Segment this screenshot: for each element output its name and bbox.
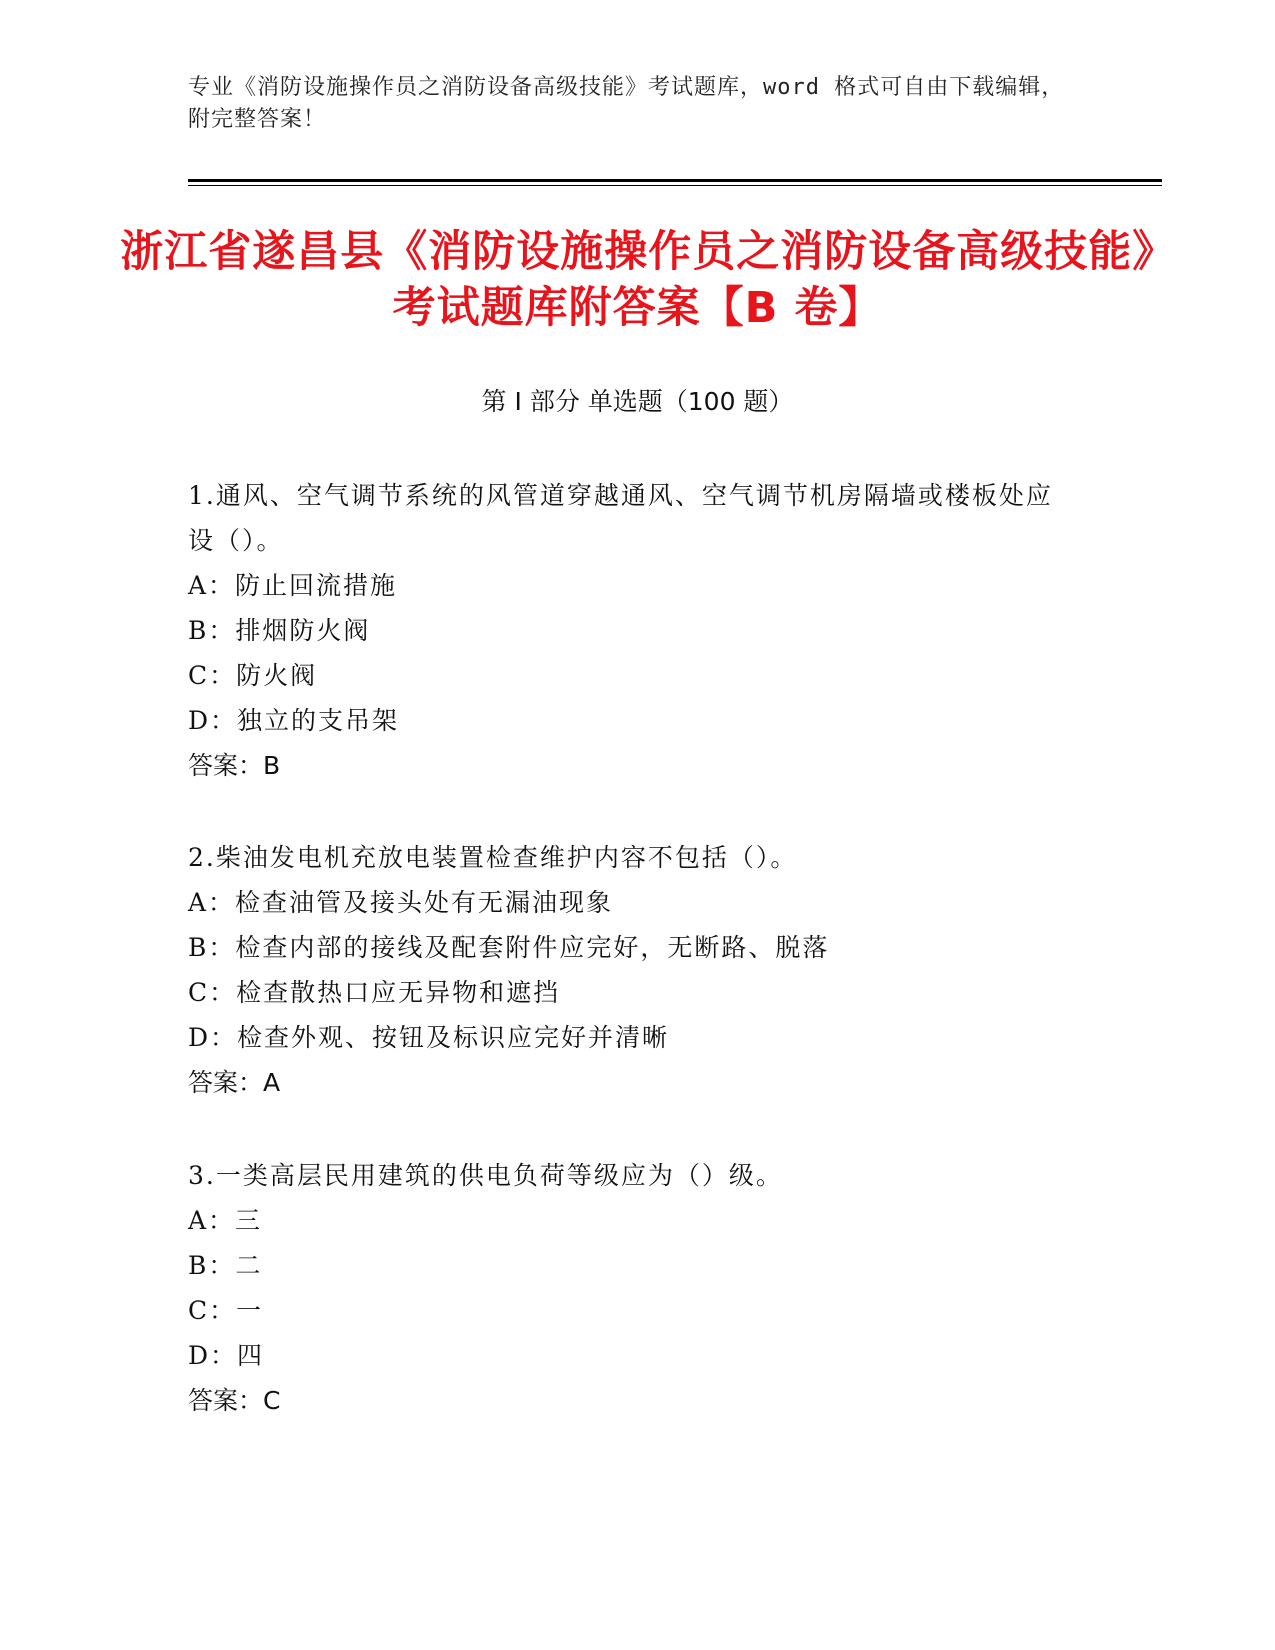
- option-d: D：检查外观、按钮及标识应完好并清晰: [188, 1023, 670, 1052]
- option-b: B：二: [188, 1251, 263, 1280]
- question-text: 1.通风、空气调节系统的风管道穿越通风、空气调节机房隔墙或楼板处应设（）。: [188, 481, 1053, 555]
- option-c: C：一: [188, 1296, 264, 1325]
- option-a: A：防止回流措施: [188, 571, 398, 600]
- section-title: 第 I 部分 单选题（100 题）: [481, 387, 794, 416]
- question-1: [188, 473, 1068, 788]
- option-c: C：防火阀: [188, 661, 318, 690]
- option-d: D：独立的支吊架: [188, 706, 400, 735]
- header-divider-thin: [188, 185, 1162, 186]
- question-3: [188, 1153, 1068, 1423]
- option-b: B：排烟防火阀: [188, 616, 371, 645]
- header-divider-thick: [188, 179, 1162, 182]
- question-text: 2.柴油发电机充放电装置检查维护内容不包括（）。: [188, 843, 798, 872]
- answer: 答案：C: [188, 1386, 281, 1415]
- header-note: 专业《消防设施操作员之消防设备高级技能》考试题库，word 格式可自由下载编辑，附完整答案！: [188, 75, 1065, 132]
- option-a: A：检查油管及接头处有无漏油现象: [188, 888, 614, 917]
- question-2: [188, 835, 1068, 1105]
- answer: 答案：B: [188, 751, 281, 780]
- answer: 答案：A: [188, 1068, 281, 1097]
- option-d: D：四: [188, 1341, 265, 1370]
- question-text: 3.一类高层民用建筑的供电负荷等级应为（）级。: [188, 1161, 783, 1190]
- option-a: A：三: [188, 1206, 263, 1235]
- option-b: B：检查内部的接线及配套附件应完好，无断路、脱落: [188, 933, 830, 962]
- document-title: 浙江省遂昌县《消防设施操作员之消防设备高级技能》考试题库附答案【B 卷】: [120, 227, 1155, 333]
- option-c: C：检查散热口应无异物和遮挡: [188, 978, 561, 1007]
